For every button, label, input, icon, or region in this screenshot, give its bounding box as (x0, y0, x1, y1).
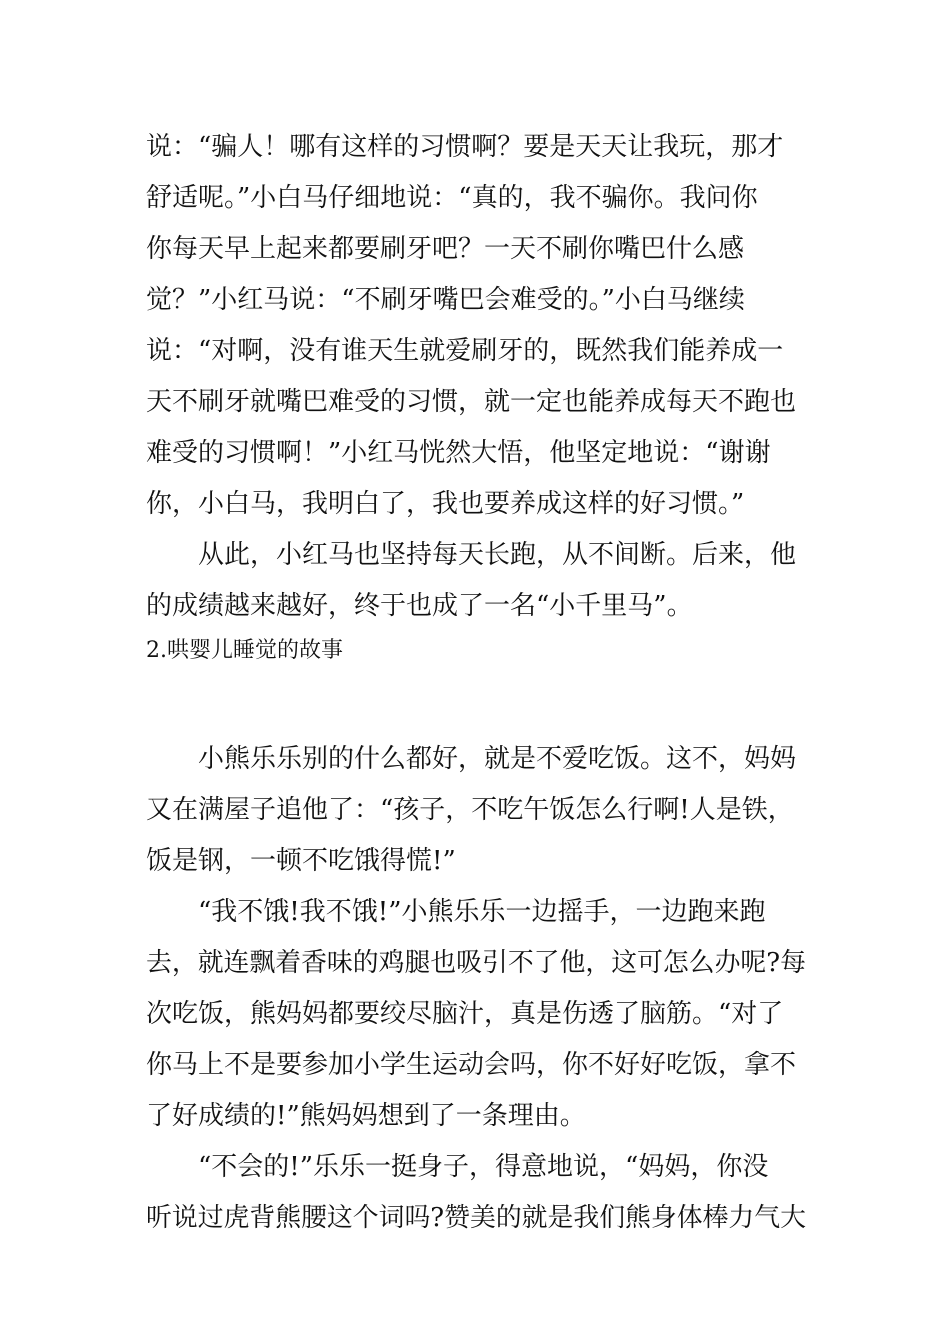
story1-line-7: 难受的习惯啊！”小红马恍然大悟，他坚定地说：“谢谢 (146, 438, 771, 468)
story1-line-5: 说：“对啊，没有谁天生就爱刷牙的，既然我们能养成一 (146, 336, 784, 366)
story1-line-9: 从此，小红马也坚持每天长跑，从不间断。后来，他 (146, 540, 797, 570)
story1-line-8: 你，小白马，我明白了，我也要养成这样的好习惯。” (146, 489, 745, 519)
story2-line-9: “不会的!”乐乐一挺身子，得意地说，“妈妈，你没 (146, 1152, 769, 1182)
story1-line-2: 舒适呢。”小白马仔细地说：“真的，我不骗你。我问你 (146, 183, 758, 213)
story2-line-4: “我不饿!我不饿!”小熊乐乐一边摇手，一边跑来跑 (146, 897, 766, 927)
story2-line-10: 听说过虎背熊腰这个词吗?赞美的就是我们熊身体棒力气大 (146, 1203, 806, 1233)
story2-line-6: 次吃饭，熊妈妈都要绞尽脑汁，真是伤透了脑筋。“对了 (146, 999, 784, 1029)
story2-heading: 2.哄婴儿睡觉的故事 (146, 638, 343, 663)
story2-line-1: 小熊乐乐别的什么都好，就是不爱吃饭。这不，妈妈 (146, 744, 797, 774)
story1-line-4: 觉？”小红马说：“不刷牙嘴巴会难受的。”小白马继续 (146, 285, 745, 315)
story1-line-6: 天不刷牙就嘴巴难受的习惯，就一定也能养成每天不跑也 (146, 387, 797, 417)
story2-line-8: 了好成绩的!”熊妈妈想到了一条理由。 (146, 1101, 586, 1131)
story1-line-3: 你每天早上起来都要刷牙吧？一天不刷你嘴巴什么感 (146, 234, 745, 264)
story2-line-3: 饭是钢，一顿不吃饿得慌!” (146, 846, 456, 876)
story1-line-10: 的成绩越来越好，终于也成了一名“小千里马”。 (146, 591, 693, 621)
story1-line-1: 说：“骗人！哪有这样的习惯啊？要是天天让我玩，那才 (146, 132, 784, 162)
story2-line-7: 你马上不是要参加小学生运动会吗，你不好好吃饭，拿不 (146, 1050, 797, 1080)
story2-line-2: 又在满屋子追他了：“孩子，不吃午饭怎么行啊!人是铁， (146, 795, 794, 825)
story2-line-5: 去，就连飘着香味的鸡腿也吸引不了他，这可怎么办呢?每 (146, 948, 806, 978)
